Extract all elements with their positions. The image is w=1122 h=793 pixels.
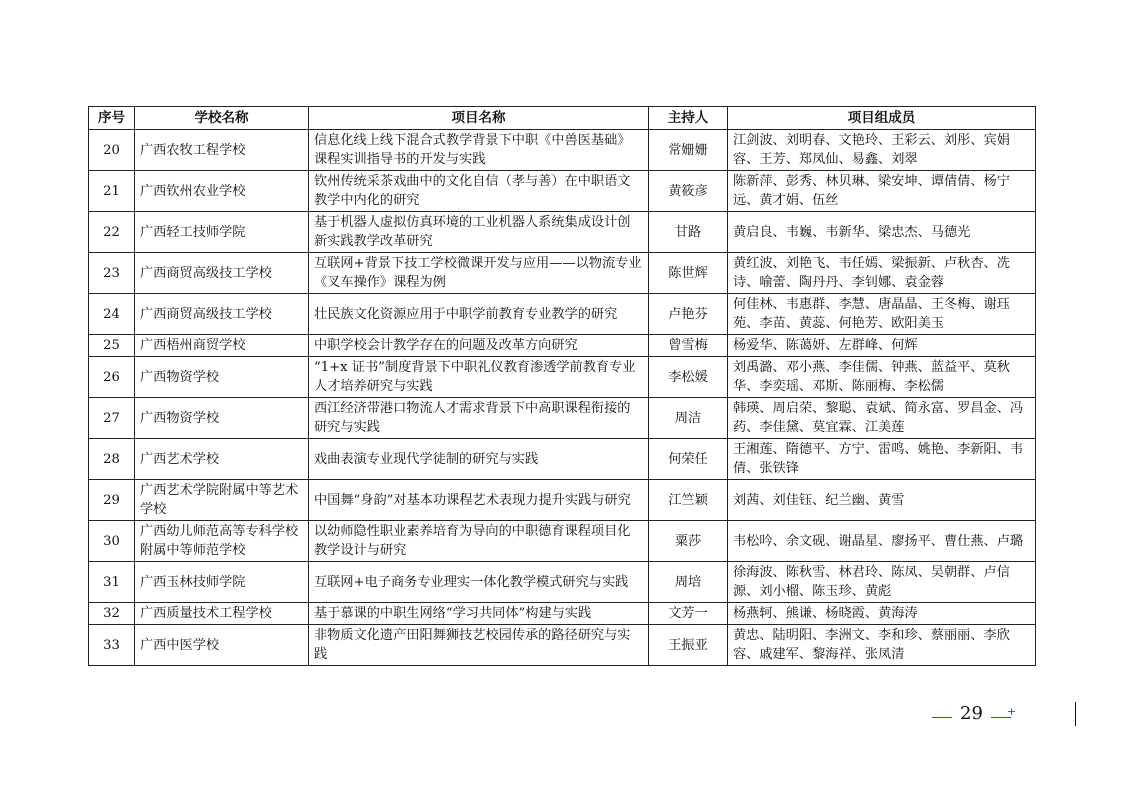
row-number: 28 [89, 439, 135, 480]
row-number: 27 [89, 398, 135, 439]
project-members: 黄忠、陆明阳、李洲文、李和珍、蔡丽丽、李欣容、戚建军、黎海祥、张凤清 [728, 625, 1036, 666]
host-name: 常姗姗 [649, 130, 728, 171]
project-members: 黄启良、韦巍、韦新华、梁忠杰、马德光 [728, 212, 1036, 253]
row-number: 30 [89, 521, 135, 562]
table-row [89, 603, 1036, 625]
school-name: 广西幼儿师范高等专科学校附属中等师范学校 [135, 521, 309, 562]
school-name: 广西钦州农业学校 [135, 171, 309, 212]
table-row [89, 294, 1036, 335]
host-name: 江竺颖 [649, 480, 728, 521]
table-row [89, 253, 1036, 294]
school-name: 广西质量技术工程学校 [135, 603, 309, 625]
header-members: 项目组成员 [728, 107, 1036, 130]
host-name: 甘路 [649, 212, 728, 253]
project-members: 陈新萍、彭秀、林贝琳、梁安坤、谭倩倩、杨宁远、黄才娟、伍丝 [728, 171, 1036, 212]
school-name: 广西玉林技师学院 [135, 562, 309, 603]
header-school: 学校名称 [135, 107, 309, 130]
row-number: 31 [89, 562, 135, 603]
school-name: 广西艺术学校 [135, 439, 309, 480]
table-row [89, 357, 1036, 398]
table-row [89, 625, 1036, 666]
project-name: 以幼师隐性职业素养培育为导向的中职德育课程项目化教学设计与研究 [309, 521, 649, 562]
row-number: 33 [89, 625, 135, 666]
header-no: 序号 [89, 107, 135, 130]
project-members: 江剑波、刘明春、文艳玲、王彩云、刘彤、宾娟容、王芳、郑凤仙、易鑫、刘翠 [728, 130, 1036, 171]
school-name: 广西艺术学院附属中等艺术学校 [135, 480, 309, 521]
host-name: 李松媛 [649, 357, 728, 398]
project-name: 基于机器人虚拟仿真环境的工业机器人系统集成设计创新实践教学改革研究 [309, 212, 649, 253]
host-name: 文芳一 [649, 603, 728, 625]
project-members: 杨爱华、陈蔼妍、左群峰、何辉 [728, 335, 1036, 357]
project-name: 基于慕课的中职生网络“学习共同体”构建与实践 [309, 603, 649, 625]
project-name: 钦州传统采茶戏曲中的文化自信（孝与善）在中职语文教学中内化的研究 [309, 171, 649, 212]
project-table-container [88, 106, 1035, 666]
row-number: 20 [89, 130, 135, 171]
row-number: 21 [89, 171, 135, 212]
project-name: 壮民族文化资源应用于中职学前教育专业教学的研究 [309, 294, 649, 335]
project-members: 徐海波、陈秋雪、林君玲、陈凤、吴朝群、卢信源、刘小榴、陈玉珍、黄彪 [728, 562, 1036, 603]
project-name: “1+x 证书”制度背景下中职礼仪教育渗透学前教育专业人才培养研究与实践 [309, 357, 649, 398]
row-number: 25 [89, 335, 135, 357]
host-name: 王振亚 [649, 625, 728, 666]
host-name: 卢艳芬 [649, 294, 728, 335]
table-row [89, 171, 1036, 212]
project-name: 西江经济带港口物流人才需求背景下中高职课程衔接的研究与实践 [309, 398, 649, 439]
project-members: 王湘莲、隋德平、方宁、雷鸣、姚艳、李新阳、韦倩、张铁锋 [728, 439, 1036, 480]
host-name: 何荣任 [649, 439, 728, 480]
row-number: 32 [89, 603, 135, 625]
page-edge-bar [1075, 702, 1076, 726]
project-members: 刘禹潞、邓小燕、李佳儒、钟燕、蓝益平、莫秋华、李奕瑶、邓斯、陈丽梅、李松儒 [728, 357, 1036, 398]
table-header-row [89, 107, 1036, 130]
host-name: 曾雪梅 [649, 335, 728, 357]
page-number-mark: + [1006, 705, 1017, 718]
table-row [89, 398, 1036, 439]
school-name: 广西商贸高级技工学校 [135, 253, 309, 294]
host-name: 周洁 [649, 398, 728, 439]
row-number: 29 [89, 480, 135, 521]
row-number: 24 [89, 294, 135, 335]
project-members: 杨燕轲、熊谦、杨晓霞、黄海涛 [728, 603, 1036, 625]
school-name: 广西物资学校 [135, 398, 309, 439]
host-name: 粟莎 [649, 521, 728, 562]
project-members: 韩瑛、周启荣、黎聪、袁斌、简永富、罗昌金、冯药、李佳黛、莫宜霖、江美莲 [728, 398, 1036, 439]
table-row [89, 335, 1036, 357]
school-name: 广西物资学校 [135, 357, 309, 398]
host-name: 周培 [649, 562, 728, 603]
school-name: 广西中医学校 [135, 625, 309, 666]
project-members: 黄红波、刘艳飞、韦任嫣、梁振新、卢秋杏、冼诗、喻蕾、陶丹丹、李钊娜、袁金蓉 [728, 253, 1036, 294]
table-row [89, 439, 1036, 480]
page-number: 29 [960, 703, 983, 724]
school-name: 广西商贸高级技工学校 [135, 294, 309, 335]
school-name: 广西农牧工程学校 [135, 130, 309, 171]
project-members: 韦松吟、余文砚、谢晶星、廖扬平、曹仕燕、卢璐 [728, 521, 1036, 562]
table-row [89, 521, 1036, 562]
table-row [89, 212, 1036, 253]
table-row [89, 130, 1036, 171]
school-name: 广西轻工技师学院 [135, 212, 309, 253]
row-number: 23 [89, 253, 135, 294]
project-members: 刘茜、刘佳钰、纪兰幽、黄雪 [728, 480, 1036, 521]
page-number-dash-left [932, 717, 952, 718]
project-name: 信息化线上线下混合式教学背景下中职《中兽医基础》课程实训指导书的开发与实践 [309, 130, 649, 171]
table-row [89, 562, 1036, 603]
school-name: 广西梧州商贸学校 [135, 335, 309, 357]
host-name: 黄筱彦 [649, 171, 728, 212]
header-project: 项目名称 [309, 107, 649, 130]
project-members: 何佳林、韦惠群、李慧、唐晶晶、王冬梅、谢珏苑、李苗、黄蕊、何艳芳、欧阳美玉 [728, 294, 1036, 335]
project-name: 戏曲表演专业现代学徒制的研究与实践 [309, 439, 649, 480]
row-number: 22 [89, 212, 135, 253]
project-table [88, 106, 1036, 666]
project-name: 互联网+电子商务专业理实一体化教学模式研究与实践 [309, 562, 649, 603]
project-name: 中国舞“身韵”对基本功课程艺术表现力提升实践与研究 [309, 480, 649, 521]
project-name: 中职学校会计教学存在的问题及改革方向研究 [309, 335, 649, 357]
row-number: 26 [89, 357, 135, 398]
page-number-footer [932, 703, 1016, 724]
project-name: 互联网+背景下技工学校微课开发与应用——以物流专业《叉车操作》课程为例 [309, 253, 649, 294]
project-name: 非物质文化遗产田阳舞狮技艺校园传承的路径研究与实践 [309, 625, 649, 666]
table-row [89, 480, 1036, 521]
host-name: 陈世辉 [649, 253, 728, 294]
header-host: 主持人 [649, 107, 728, 130]
